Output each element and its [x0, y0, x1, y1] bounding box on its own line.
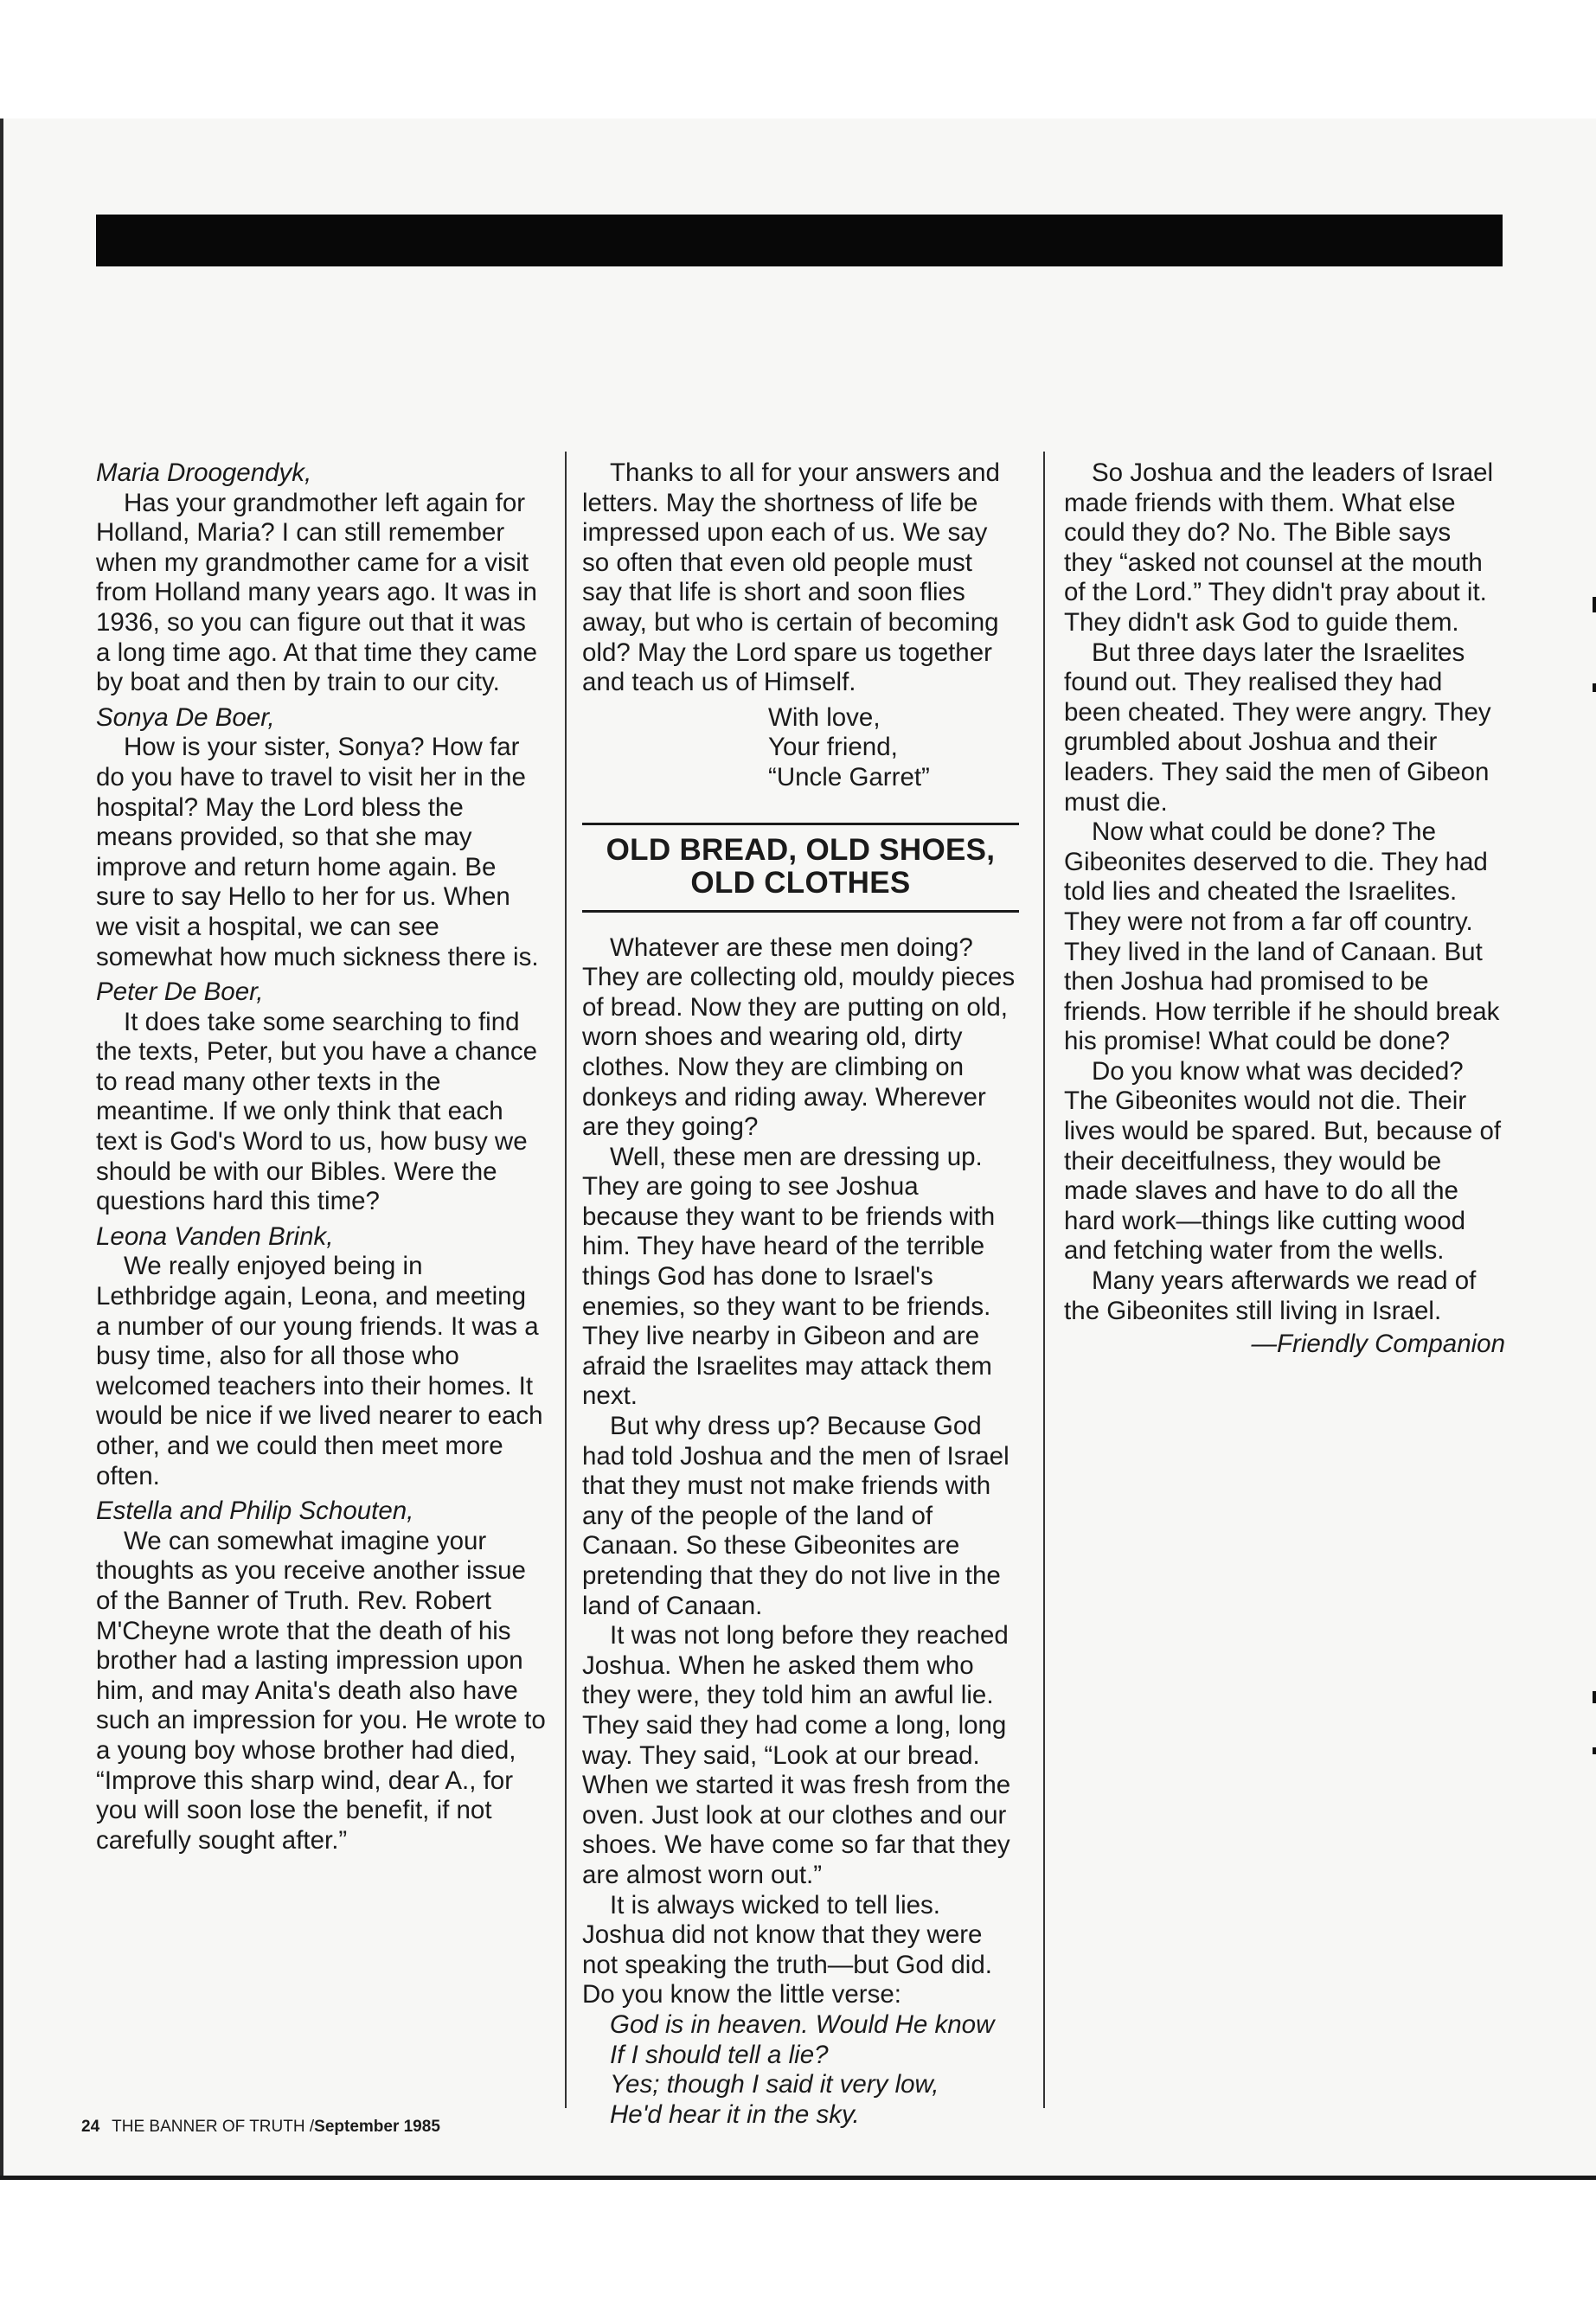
story-paragraph: It was not long before they reached Joshua. When he asked them who they were, they told him an awful lie. They said they had come a long, long way. They said, “Look at our bread. When we started it was fresh from the oven. Just look at our clothes and our shoes. We have come so far that they are almost worn out.”	[582, 1621, 1011, 1889]
letter-name: Sonya De Boer,	[96, 702, 275, 732]
story-paragraph: Whatever are these men doing? They are collecting old, mouldy pieces of bread. Now they are putting on old, worn shoes and wearing old, dirty clothes. Now they are climbing on donkeys and riding away. Wherever are they going?	[582, 933, 1016, 1142]
attribution: —Friendly Companion	[1251, 1330, 1505, 1359]
signoff-line: Your friend,	[768, 733, 898, 762]
signoff-line: “Uncle Garret”	[768, 762, 930, 792]
header-bar	[96, 215, 1503, 266]
story-paragraph: But three days later the Israelites found out. They realised they had been cheated. They were angry. They grumbled about Joshua and their leaders. They said the men of Gibeon must die.	[1064, 638, 1491, 817]
story-paragraph: Now what could be done? The Gibeonites deserved to die. They had told lies and cheated the Israelites. They were not from a far off country. They lived in the land of Canaan. But then Joshua had promised to be friends. How terrible if he should break his promise! What could be done?	[1064, 817, 1500, 1056]
page-footer	[81, 2117, 440, 2138]
letter-name: Maria Droogendyk,	[96, 458, 312, 487]
signoff-line: With love,	[768, 702, 881, 732]
letter-name: Estella and Philip Schouten,	[96, 1497, 414, 1526]
issue-date: September 1985	[314, 2118, 440, 2136]
scan-edge-mark	[1593, 1691, 1596, 1703]
story-paragraph: Well, these men are dressing up. They are going to see Joshua because they want to be friends with him. They have heard of the terrible things God has done to Israel's enemies, so they want to be friends. They live nearby in Gibeon and are afraid the Israelites may attack them next.	[582, 1142, 996, 1411]
scan-edge-mark	[1593, 1747, 1596, 1754]
column-story-continued	[1064, 458, 1505, 1360]
story-title-line-1: OLD BREAD, OLD SHOES,	[606, 832, 996, 867]
publication-name: THE BANNER OF TRUTH /	[112, 2118, 315, 2136]
story-headline	[582, 823, 1019, 913]
story-paragraph: So Joshua and the leaders of Israel made friends with them. What else could they do? No. The Bible says they “asked not counsel at the mouth of the Lord.” They didn't pray about it. They didn't ask God to guide them.	[1064, 458, 1494, 637]
verse-line: He'd hear it in the sky.	[610, 2099, 860, 2129]
letter-body: Has your grandmother left again for Holland, Maria? I can still remember when my grandmother came for a visit from Holland many years ago. It was in 1936, so you can figure out that it was a long time ago. At that time they came by boat and then by train to our city.	[96, 488, 537, 697]
column-letters	[96, 458, 546, 1856]
scan-edge-mark	[1593, 683, 1596, 692]
story-title-line-2: OLD CLOTHES	[690, 865, 911, 900]
letter-name: Leona Vanden Brink,	[96, 1221, 334, 1251]
column-divider-2	[1043, 452, 1045, 2108]
top-margin	[0, 0, 1596, 119]
letter-body: How is your sister, Sonya? How far do you have to travel to visit her in the hospital? May the Lord bless the means provided, so that she may improve and return home again. Be sure to say Hello to her for us. When we visit a hospital, we can see somewhat how much sickness there is.	[96, 733, 539, 971]
story-paragraph: It is always wicked to tell lies. Joshua did not know that they were not speaking the truth—but God did. Do you know the little verse:	[582, 1890, 992, 2009]
column-story	[582, 458, 1019, 2130]
verse-line: Yes; though I said it very low,	[610, 2070, 939, 2099]
column-divider-1	[565, 452, 567, 2108]
letter-name: Peter De Boer,	[96, 977, 264, 1007]
story-paragraph: Many years afterwards we read of the Gibeonites still living in Israel.	[1064, 1266, 1477, 1325]
letter-body: We really enjoyed being in Lethbridge again, Leona, and meeting a number of our young friends. It was a busy time, also for all those who welcomed teachers into their homes. It would be nice if we lived nearer to each other, and we could then meet more often.	[96, 1252, 543, 1490]
verse-line: God is in heaven. Would He know	[610, 2009, 995, 2039]
bottom-rule	[0, 2176, 1596, 2180]
scan-edge-mark	[1593, 597, 1596, 612]
story-paragraph: Do you know what was decided? The Gibeonites would not die. Their lives would be spared. But, because of their deceitfulness, they would be made slaves and have to do all the hard work—things like cutting wood and fetching water from the wells.	[1064, 1056, 1502, 1266]
verse-line: If I should tell a lie?	[610, 2040, 829, 2069]
letter-body: We can somewhat imagine your thoughts as you receive another issue of the Banner of Truth. Rev. Robert M'Cheyne wrote that the death of his brother had a lasting impression upon him, and may Anita's death also have such an impression for you. He wrote to a young boy whose brother had died, “Improve this sharp wind, dear A., for you will soon lose the benefit, if not carefully sought after.”	[96, 1526, 546, 1855]
story-paragraph: But why dress up? Because God had told Joshua and the men of Israel that they must not make friends with any of the people of the land of Canaan. So these Gibeonites are pretending that they do not live in the land of Canaan.	[582, 1412, 1010, 1620]
closing-paragraph: Thanks to all for your answers and letters. May the shortness of life be impressed upon each of us. We say so often that even old people must say that life is short and soon flies away, but who is certain of becoming old? May the Lord spare us together and teach us of Himself.	[582, 458, 1000, 697]
page-left-edge	[0, 119, 3, 2176]
letter-body: It does take some searching to find the texts, Peter, but you have a chance to read many other texts in the meantime. If we only think that each text is God's Word to us, how busy we should be with our Bibles. Were the questions hard this time?	[96, 1007, 538, 1216]
page-number: 24	[81, 2118, 100, 2136]
